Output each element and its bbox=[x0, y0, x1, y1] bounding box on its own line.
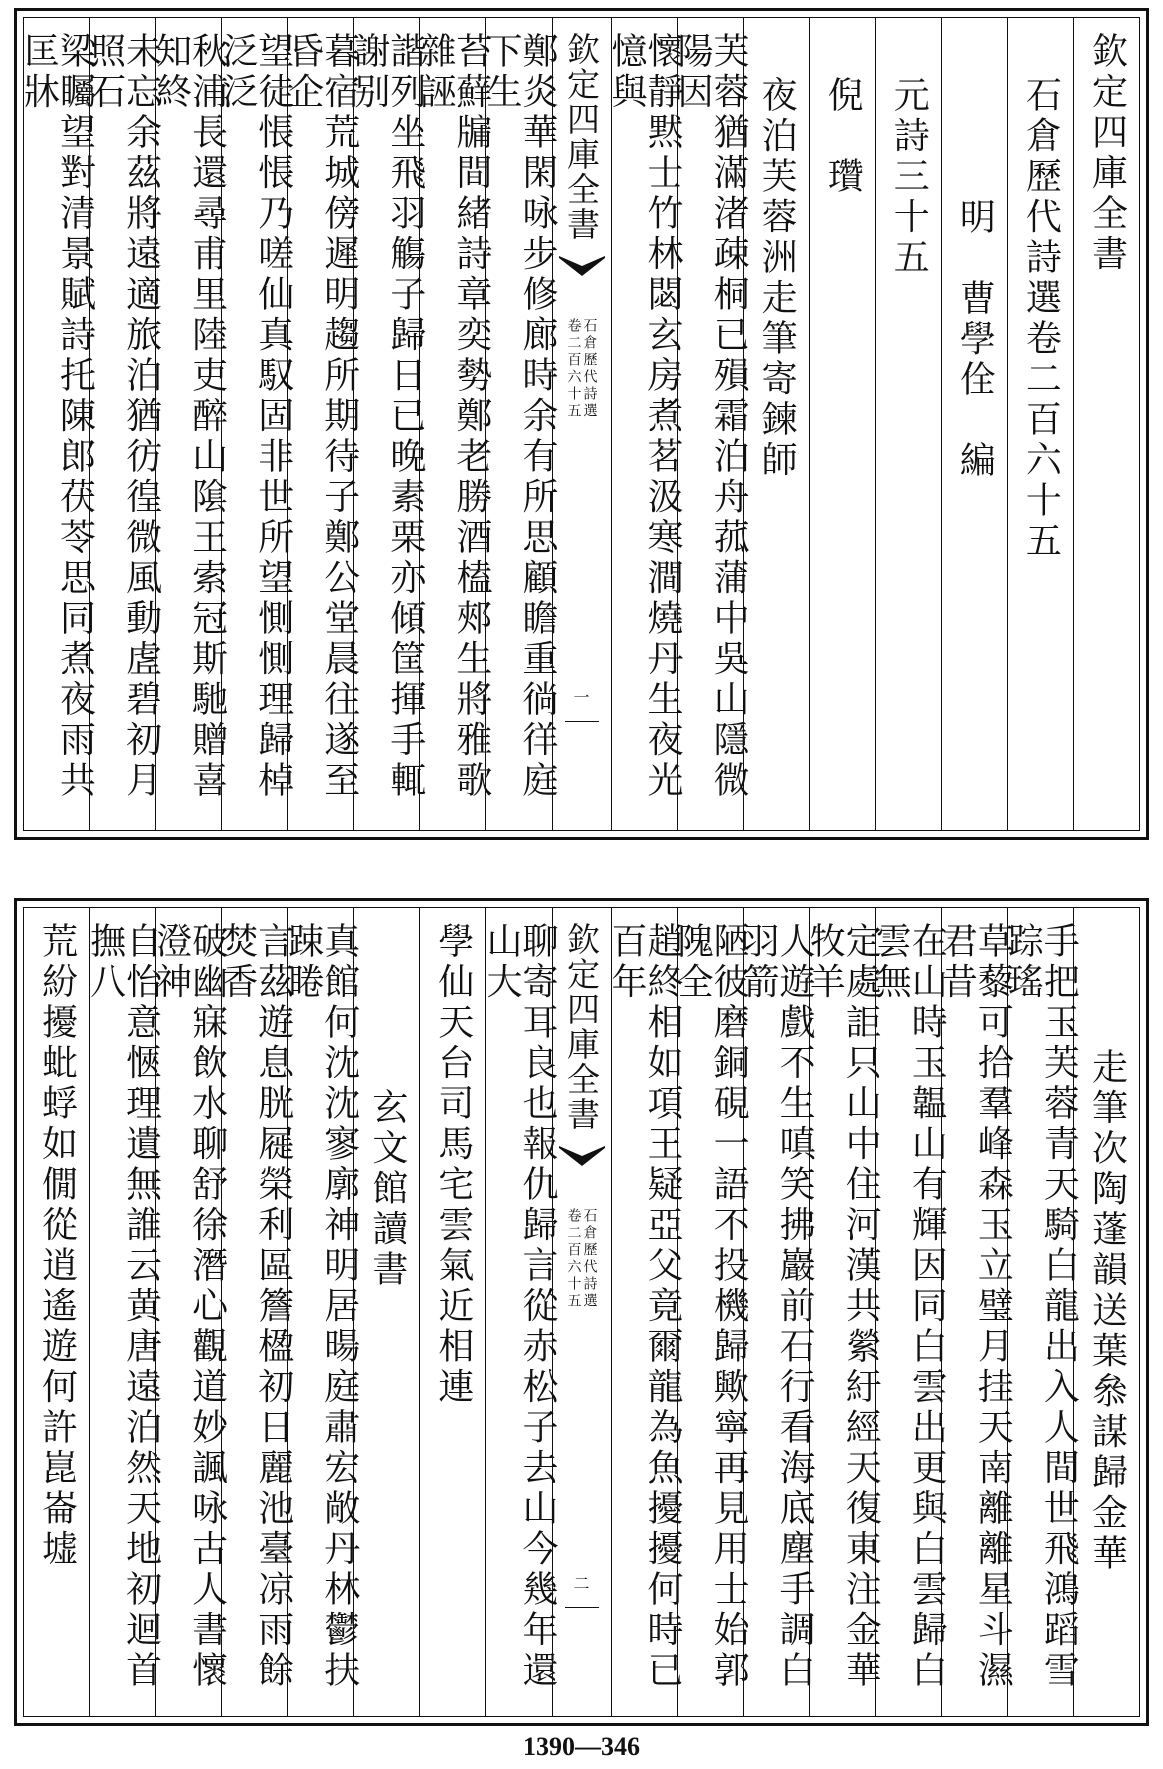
text-column: 未忘余茲將遠適旅泊猶彷徨微風動虗碧初月照石 bbox=[89, 18, 155, 830]
text-column: 破幽寐飲水聊舒徐潛心觀道妙諷咏古人書懷澄神 bbox=[155, 908, 221, 1716]
text-column: 陋彼磨銅硯一語不投機歸歟寧再見用士始郭隗全 bbox=[677, 908, 743, 1716]
fold-volume: 卷二百六十五 bbox=[565, 1208, 582, 1310]
fold-book-name: 石倉歷代詩選 bbox=[581, 318, 598, 420]
poem-title: 玄文館讀書 bbox=[353, 908, 419, 1716]
text-column: 草藜可拾羣峰森玉立璧月挂天南離離星斗濕君昔 bbox=[941, 908, 1007, 1716]
text-column: 定處詎只山中住河漢共縈紆經天復東注金華牧羊 bbox=[809, 908, 875, 1716]
fold-title: 欽定四庫全書 bbox=[562, 32, 601, 242]
fish-tail-mark-icon bbox=[559, 256, 605, 278]
compiler-line: 明 曹學佺 編 bbox=[941, 18, 1007, 830]
text-column: 聊寄耳良也報仇歸言從赤松子去山今幾年還山大 bbox=[485, 908, 551, 1716]
fold-center-column bbox=[552, 18, 611, 830]
fold-page-number: 二 bbox=[573, 1574, 590, 1593]
text-column: 秋浦長還尋甫里陸吏醉山隂王索冠斯馳贈喜知終 bbox=[155, 18, 221, 830]
section-title: 元詩三十五 bbox=[875, 18, 941, 830]
text-column: 言茲遊息胱屣榮利區簷楹初日麗池臺凉雨餘焚香 bbox=[221, 908, 287, 1716]
text-column: 荒紛擾蚍蜉如僩從逍遙遊何許崑崙墟 bbox=[36, 922, 78, 1570]
text-column: 懷靜黙士竹林閟玄房煮茗汲寒澗燒丹生夜光憶與 bbox=[611, 18, 677, 830]
text-column: 暮宿荒城傍遲明趨所期待子鄭公堂晨往遂至昏企 bbox=[287, 18, 353, 830]
top-page-columns bbox=[18, 17, 1140, 831]
author-name: 倪 瓚 bbox=[809, 18, 875, 830]
text-column: 梁矚望對清景賦詩托陳郎茯苓思同煮夜雨共匡牀 bbox=[18, 32, 96, 802]
text-column: 望徒悵悵乃嗟仙真馭固非世所望惻惻理歸棹泛泛 bbox=[221, 18, 287, 830]
page-code: 1390—346 bbox=[523, 1732, 640, 1761]
text-column: 自怡意愜理遺無誰云黄唐遠泊然天地初迴首撫八 bbox=[89, 908, 155, 1716]
fold-divider bbox=[565, 1607, 599, 1608]
text-column: 芙蓉猶滿渚疎桐已殞霜泊舟菰蒲中吳山隱微陽因 bbox=[677, 18, 743, 830]
text-column: 學仙天台司馬宅雲氣近相連 bbox=[419, 908, 485, 1716]
text-column: 諧列坐飛羽觴子歸日已晚素栗亦傾筐揮手輒謝别 bbox=[353, 18, 419, 830]
fold-book-name: 石倉歷代詩選 bbox=[581, 1208, 598, 1310]
top-page bbox=[14, 8, 1149, 840]
text-column: 手把玉芙蓉青天騎白龍出入人間世飛鴻蹈雪踪瑤 bbox=[1007, 908, 1073, 1716]
fold-volume: 卷二百六十五 bbox=[565, 318, 582, 420]
text-column: 人遊戲不生嗔笑拂巖前石行看海底塵手調白羽箭 bbox=[743, 908, 809, 1716]
collection-title: 欽定四庫全書 bbox=[1073, 18, 1139, 830]
bottom-page-columns bbox=[23, 907, 1140, 1717]
text-column: 真館何沈沈寥廓神明居暘庭肅宏敞丹林鬱扶踈睠 bbox=[287, 908, 353, 1716]
text-column: 在山時玉韞山有輝因同白雲出更與白雲歸白雲無 bbox=[875, 908, 941, 1716]
fish-tail-mark-icon bbox=[559, 1146, 605, 1168]
text-column: 趙終相如項王疑亞父竟爾龍為魚擾擾何時已百年 bbox=[611, 908, 677, 1716]
fold-center-column bbox=[552, 908, 611, 1716]
poem-title: 夜泊芙蓉洲走筆寄鍊師 bbox=[743, 18, 809, 830]
fold-page-number: 一 bbox=[573, 688, 590, 707]
text-column: 鄭炎華閑咏步修廊時余有所思顧瞻重徜徉庭下生 bbox=[485, 18, 551, 830]
bottom-page bbox=[14, 898, 1149, 1726]
fold-subtitle bbox=[553, 1208, 611, 1310]
fold-subtitle bbox=[553, 318, 611, 420]
fold-title: 欽定四庫全書 bbox=[562, 922, 601, 1132]
poem-title: 走筆次陶蓬韻送葉叅謀歸金華 bbox=[1073, 908, 1139, 1716]
fold-divider bbox=[565, 721, 599, 722]
volume-title: 石倉歷代詩選卷二百六十五 bbox=[1007, 18, 1073, 830]
text-column: 苔蘚牖間緒詩章奕勢鄭老勝酒榼郟生將雅歌雜誣 bbox=[419, 18, 485, 830]
